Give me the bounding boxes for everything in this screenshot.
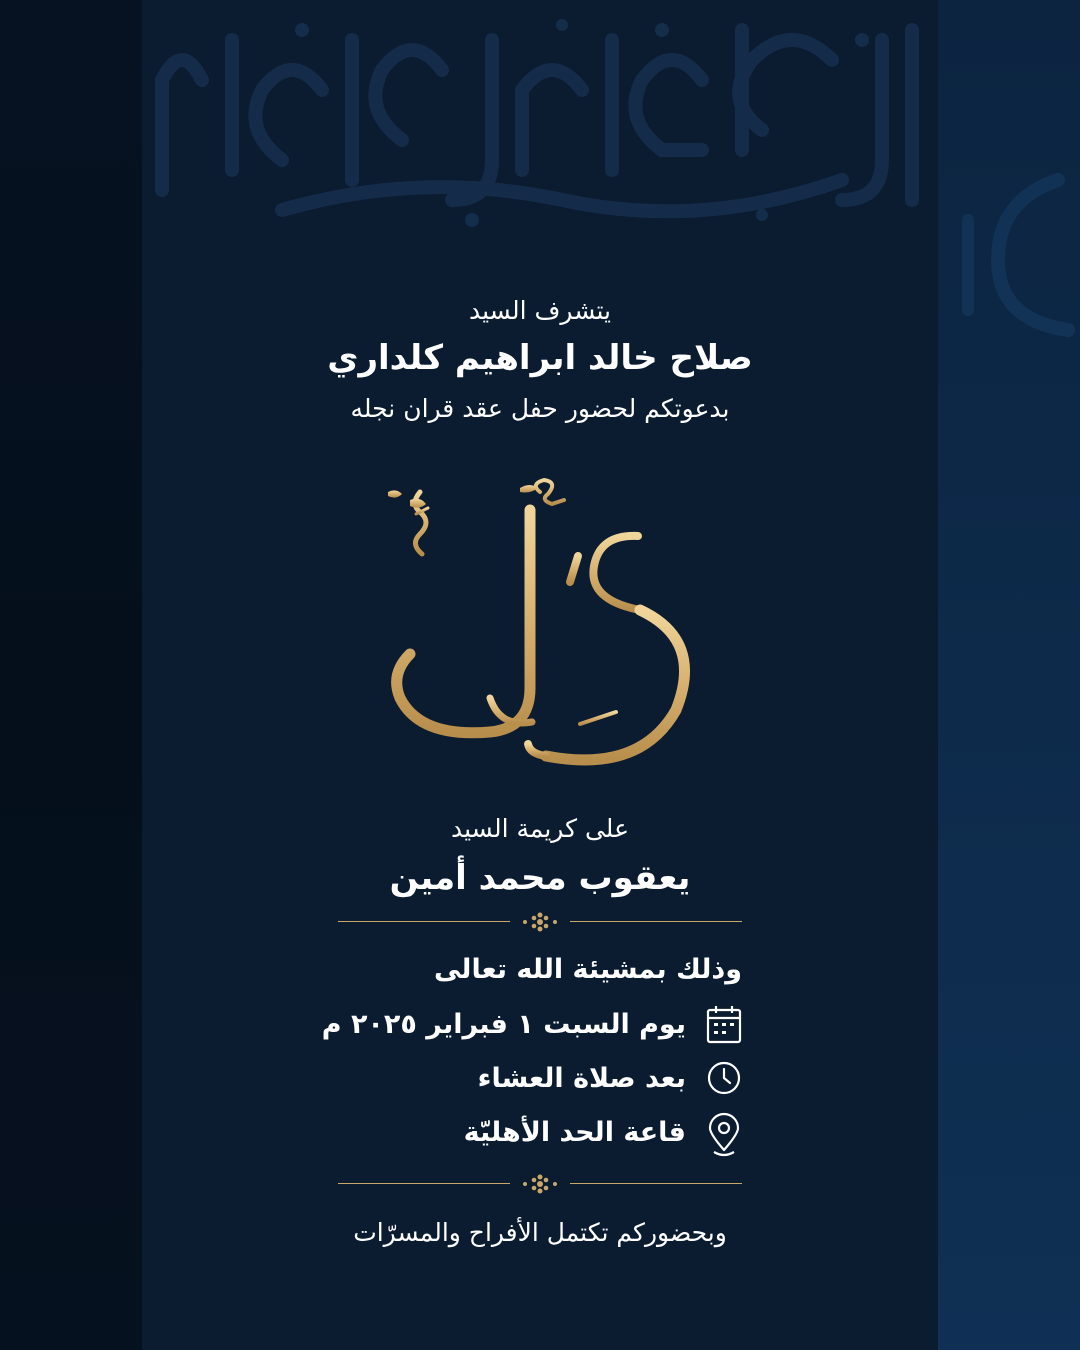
divider-line: [570, 1183, 742, 1184]
host-name: صلاح خالد ابراهيم كلداري: [327, 338, 753, 378]
time-line: [478, 1058, 742, 1098]
groom-name-calligraphy: [380, 478, 700, 778]
divider-line: [570, 921, 742, 922]
quran-calligraphy-background: [142, 0, 938, 240]
clock-icon: [706, 1058, 742, 1098]
time-text: بعد صلاة العشاء: [477, 1062, 686, 1094]
floral-ornament-icon: [520, 1172, 560, 1196]
calendar-icon: [706, 1004, 742, 1044]
venue-text: قاعة الحد الأهليّة: [463, 1116, 686, 1148]
host-intro: يتشرف السيد: [469, 296, 611, 325]
divider-line: [338, 921, 510, 922]
location-pin-icon: [706, 1112, 742, 1152]
floral-ornament-icon: [520, 910, 560, 934]
invitation-text: بدعوتكم لحضور حفل عقد قران نجله: [350, 394, 730, 423]
venue-line: [464, 1112, 742, 1152]
will-line: [434, 954, 742, 985]
divider-bottom: [338, 1172, 742, 1196]
will-text: وذلك بمشيئة الله تعالى: [433, 954, 742, 985]
bride-father-name: يعقوب محمد أمين: [389, 858, 691, 898]
calligraphy-fragment-decoration: [938, 160, 1080, 360]
date-text: يوم السبت ١ فبراير ٢٠٢٥ م: [321, 1008, 686, 1040]
closing-text: وبحضوركم تكتمل الأفراح والمسرّات: [353, 1218, 727, 1247]
bride-intro: على كريمة السيد: [451, 814, 629, 843]
left-side-panel: [0, 0, 142, 1350]
date-line: [322, 1004, 742, 1044]
divider-top: [338, 910, 742, 934]
divider-line: [338, 1183, 510, 1184]
